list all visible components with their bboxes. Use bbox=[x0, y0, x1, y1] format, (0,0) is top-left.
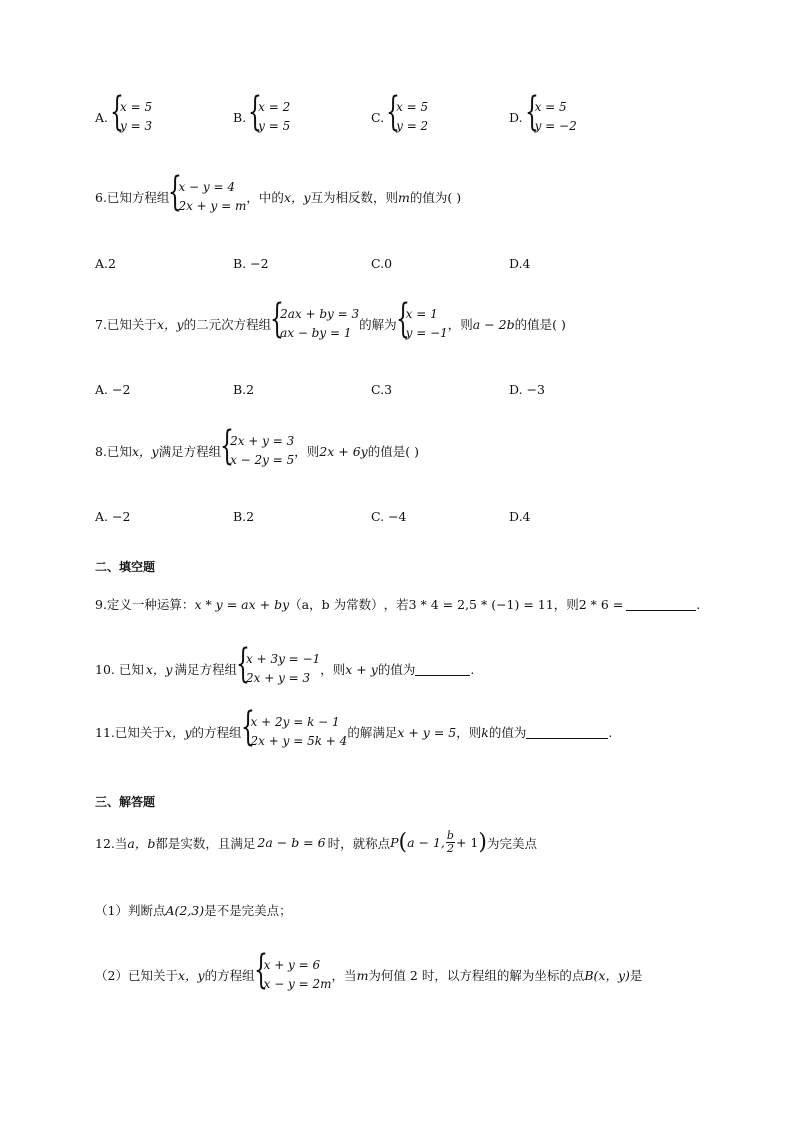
expression: a − 1, bbox=[407, 835, 445, 850]
question-text: 的方程组 bbox=[204, 968, 255, 983]
question-11 bbox=[95, 713, 612, 751]
question-text: （a，b 为常数） bbox=[289, 597, 384, 612]
question-text: ，则 bbox=[456, 725, 482, 740]
left-paren: ( bbox=[398, 829, 408, 855]
q8-option-b[interactable]: B.2 bbox=[233, 509, 255, 524]
equation: 2x + y = 3 bbox=[246, 671, 311, 685]
expression: + 1 bbox=[455, 835, 479, 850]
option-label: B. bbox=[233, 109, 247, 125]
equation-system bbox=[387, 98, 428, 136]
q6-option-a[interactable]: A.2 bbox=[95, 256, 116, 271]
equation: x − y = 2m bbox=[263, 977, 332, 991]
q6-option-d[interactable]: D.4 bbox=[509, 256, 531, 271]
question-text: 为何值 2 时，以方程组的解为坐标的点 bbox=[368, 968, 585, 983]
question-text: （1）判断点 bbox=[95, 903, 166, 918]
expression: x + y bbox=[345, 661, 378, 677]
equation: { x − y = 4 bbox=[178, 180, 235, 194]
question-12-part-2 bbox=[95, 956, 642, 994]
question-text: 是 bbox=[629, 968, 643, 983]
equation-system bbox=[237, 650, 320, 688]
equation: { x = 5 bbox=[396, 100, 429, 114]
equation: x − 2y = 5 bbox=[230, 453, 295, 467]
question-text: 6.已知方程组 bbox=[95, 190, 170, 205]
question-12 bbox=[95, 830, 537, 855]
q5-option-b[interactable] bbox=[233, 98, 290, 136]
question-text: ，若 bbox=[383, 597, 409, 612]
point: B(x，y) bbox=[584, 968, 630, 983]
variables: x，y bbox=[177, 968, 205, 983]
equation: y = 5 bbox=[258, 119, 291, 133]
question-text: 的解为 bbox=[359, 317, 397, 332]
question-text: 的值为( ) bbox=[409, 190, 462, 205]
question-text: ，则 bbox=[553, 597, 579, 612]
punctuation: . bbox=[696, 596, 701, 612]
question-text: 互为相反数，则 bbox=[310, 190, 399, 205]
point: A(2,3) bbox=[165, 902, 205, 918]
answer-blank[interactable] bbox=[526, 726, 608, 739]
question-text: 11.已知关于 bbox=[95, 725, 165, 740]
solution-system bbox=[397, 305, 448, 343]
section-heading-fill-in: 二、填空题 bbox=[95, 560, 156, 574]
equation: ax − by = 1 bbox=[280, 326, 352, 340]
question-7 bbox=[95, 305, 566, 343]
equation-system bbox=[111, 98, 152, 136]
question-text: ，中的 bbox=[246, 190, 284, 205]
equation: { x + 2y = k − 1 bbox=[250, 715, 340, 729]
equation-system bbox=[526, 98, 577, 136]
question-9 bbox=[95, 595, 700, 613]
question-text: ，则 bbox=[320, 662, 346, 677]
question-text: ，则 bbox=[294, 444, 320, 459]
expression: 3 * 4 = 2,5 * (−1) = 11 bbox=[408, 596, 554, 612]
equation: { x = 5 bbox=[534, 100, 567, 114]
variables: x，y bbox=[164, 725, 192, 740]
expression: 2x + 6y bbox=[319, 443, 368, 459]
question-text: 的值是( ) bbox=[514, 317, 566, 332]
question-text: 是不是完美点； bbox=[204, 903, 292, 918]
punctuation: . bbox=[470, 661, 475, 677]
question-text: 时，就称点 bbox=[327, 835, 391, 851]
question-text: 的值是( ) bbox=[367, 444, 419, 459]
question-text: 9.定义一种运算： bbox=[95, 597, 195, 612]
numerator: b bbox=[446, 829, 454, 842]
equation: { x = 2 bbox=[258, 100, 291, 114]
answer-blank[interactable] bbox=[415, 663, 470, 676]
question-10 bbox=[95, 650, 474, 688]
equation: y = −1 bbox=[405, 326, 448, 340]
fraction bbox=[446, 830, 455, 855]
variable-m: m bbox=[356, 967, 369, 983]
question-text: 8.已知 bbox=[95, 444, 132, 459]
expression: 2a − b = 6 bbox=[257, 835, 326, 850]
equation: y = 3 bbox=[120, 119, 153, 133]
question-text: 满足方程组 bbox=[174, 662, 237, 677]
equation: { x = 1 bbox=[405, 307, 438, 321]
q5-option-a[interactable] bbox=[95, 98, 152, 136]
q6-option-c[interactable]: C.0 bbox=[371, 256, 393, 271]
question-text: 为完美点 bbox=[486, 835, 537, 851]
question-text: 的二元次方程组 bbox=[183, 317, 272, 332]
question-text: 10. 已知 bbox=[95, 662, 144, 677]
q6-option-b[interactable]: B. −2 bbox=[233, 256, 269, 271]
equation: { x + 3y = −1 bbox=[246, 652, 321, 666]
variables: x，y bbox=[131, 444, 159, 459]
variable-k: k bbox=[481, 724, 489, 740]
question-text: 7.已知关于 bbox=[95, 317, 157, 332]
variables: x，y bbox=[145, 662, 173, 677]
equation-system bbox=[249, 98, 290, 136]
variable-m: m bbox=[398, 189, 410, 205]
denominator: 2 bbox=[446, 842, 454, 855]
q7-option-c[interactable]: C.3 bbox=[371, 382, 393, 397]
question-text: ，当 bbox=[331, 968, 357, 983]
question-8 bbox=[95, 432, 419, 470]
equation: 2x + y = m bbox=[178, 199, 247, 213]
option-label: D. bbox=[509, 109, 523, 125]
question-text: （2）已知关于 bbox=[95, 968, 178, 983]
equation: y = −2 bbox=[534, 119, 577, 133]
right-paren: ) bbox=[478, 829, 487, 855]
question-text: 满足方程组 bbox=[158, 444, 222, 459]
punctuation: . bbox=[608, 724, 613, 740]
equation: { x + y = 6 bbox=[263, 958, 321, 972]
question-text: 都是实数，且满足 bbox=[155, 835, 256, 851]
q8-option-d[interactable]: D.4 bbox=[509, 509, 531, 524]
expression: a − 2b bbox=[472, 316, 515, 332]
equation: 2x + y = 5k + 4 bbox=[250, 734, 348, 748]
question-12-part-1 bbox=[95, 901, 292, 919]
variables: x，y bbox=[156, 317, 184, 332]
option-label: A. bbox=[95, 109, 109, 125]
expression: 2 * 6 = bbox=[578, 596, 624, 612]
question-text: 的方程组 bbox=[191, 725, 242, 740]
q7-option-b[interactable]: B.2 bbox=[233, 382, 255, 397]
equation-system bbox=[221, 432, 294, 470]
question-text: 的值为 bbox=[377, 662, 416, 677]
equation-system bbox=[255, 956, 332, 994]
equation-system bbox=[242, 713, 348, 751]
question-text: 的解满足 bbox=[347, 725, 398, 740]
question-6 bbox=[95, 178, 461, 216]
question-text: ，则 bbox=[447, 317, 473, 332]
question-text: 12.当 bbox=[95, 835, 128, 851]
q5-option-d[interactable] bbox=[509, 98, 577, 136]
equation: { 2ax + by = 3 bbox=[280, 307, 360, 321]
equation-system bbox=[271, 305, 359, 343]
point-label: P bbox=[390, 835, 399, 850]
expression: x + y = 5 bbox=[397, 724, 457, 740]
q5-option-c[interactable] bbox=[371, 98, 428, 136]
answer-blank[interactable] bbox=[626, 598, 696, 611]
q7-option-d[interactable]: D. −3 bbox=[509, 382, 545, 397]
option-label: C. bbox=[371, 109, 385, 125]
expression: x * y = ax + by bbox=[194, 596, 290, 612]
equation-system bbox=[169, 178, 246, 216]
equation: { 2x + y = 3 bbox=[230, 434, 295, 448]
q7-option-a[interactable]: A. −2 bbox=[95, 382, 131, 397]
q8-option-a[interactable]: A. −2 bbox=[95, 509, 131, 524]
variables: x，y bbox=[283, 190, 311, 205]
variables: a，b bbox=[127, 835, 156, 851]
equation: y = 2 bbox=[396, 119, 429, 133]
section-heading-solve: 三、解答题 bbox=[95, 795, 156, 809]
q8-option-c[interactable]: C. −4 bbox=[371, 509, 407, 524]
question-text: 的值为 bbox=[488, 725, 527, 740]
equation: { x = 5 bbox=[120, 100, 153, 114]
